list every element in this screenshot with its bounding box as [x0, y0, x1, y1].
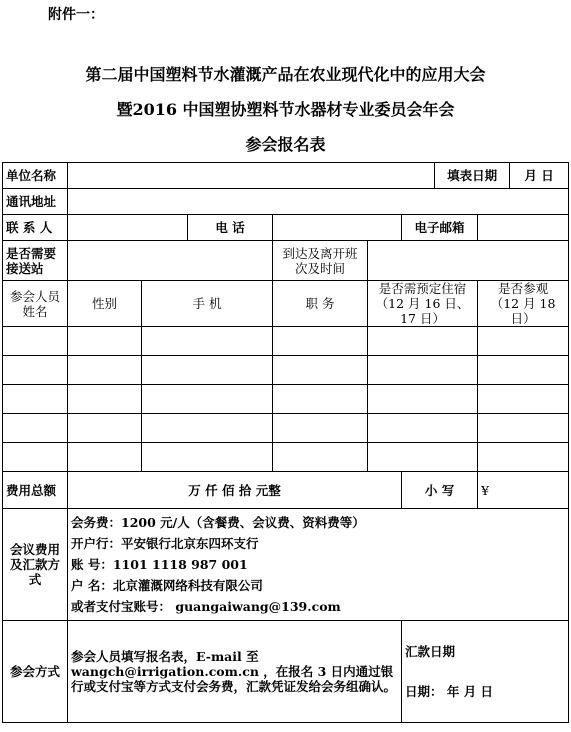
name-cell[interactable]: [3, 414, 68, 443]
gender-cell[interactable]: [68, 443, 142, 472]
phone-label: 电 话: [188, 215, 273, 241]
visit-cell[interactable]: [478, 327, 569, 356]
mobile-header: 手 机: [142, 281, 273, 327]
hotel-cell[interactable]: [368, 385, 478, 414]
hotel-line-2: （12 月 16 日、17 日）: [375, 296, 470, 326]
position-cell[interactable]: [273, 356, 368, 385]
position-header: 职 务: [273, 281, 368, 327]
unit-name-label: 单位名称: [3, 163, 68, 189]
visit-cell[interactable]: [478, 443, 569, 472]
hotel-header: [368, 281, 478, 327]
unit-name-field[interactable]: [68, 163, 435, 189]
gender-cell[interactable]: [68, 356, 142, 385]
visit-line-2: （12 月 18 日）: [490, 296, 556, 326]
fee-label-line-2: 及汇款方: [9, 557, 60, 572]
visit-cell[interactable]: [478, 356, 569, 385]
remit-date-block: [402, 621, 569, 723]
hotel-cell[interactable]: [368, 443, 478, 472]
fee-label-line-1: 会议费用: [9, 542, 60, 557]
gender-cell[interactable]: [68, 385, 142, 414]
name-cell[interactable]: [3, 327, 68, 356]
contact-field[interactable]: [68, 215, 188, 241]
holder-line: 户 名：北京灌溉网络科技有限公司: [71, 578, 263, 593]
fee-method-label: [3, 509, 68, 621]
position-cell[interactable]: [273, 414, 368, 443]
fee-label-line-3: 式: [28, 572, 42, 587]
lowercase-field[interactable]: ¥: [478, 472, 569, 509]
total-fee-label: 费用总额: [3, 472, 68, 509]
bank-line: 开户行：平安银行北京东四环支行: [71, 536, 259, 551]
table-row: [3, 385, 569, 414]
arrival-label-line-1: 到达及离开班: [282, 245, 358, 261]
address-field[interactable]: [68, 189, 569, 215]
alipay-line: 或者支付宝账号： guangaiwang@139.com: [71, 599, 341, 614]
arrival-label: [273, 241, 368, 281]
form-title: 参会报名表: [245, 135, 326, 154]
table-row: [3, 414, 569, 443]
table-row: [3, 443, 569, 472]
attendee-line-2: 姓名: [22, 303, 48, 319]
position-cell[interactable]: [273, 443, 368, 472]
visit-header: [478, 281, 569, 327]
pickup-label: [3, 241, 68, 281]
hotel-cell[interactable]: [368, 356, 478, 385]
visit-cell[interactable]: [478, 385, 569, 414]
contact-label: 联 系 人: [3, 215, 68, 241]
phone-field[interactable]: [273, 215, 402, 241]
payment-info: [68, 509, 569, 621]
hotel-cell[interactable]: [368, 327, 478, 356]
mobile-cell[interactable]: [142, 443, 273, 472]
fill-date-label: 填表日期: [435, 163, 510, 189]
method-label: 参会方式: [3, 621, 68, 723]
name-cell[interactable]: [3, 443, 68, 472]
lowercase-label: 小 写: [402, 472, 478, 509]
address-label: 通讯地址: [3, 189, 68, 215]
fill-date-field[interactable]: 月 日: [510, 163, 569, 189]
attendee-line-1: 参会人员: [9, 288, 60, 304]
mobile-cell[interactable]: [142, 385, 273, 414]
arrival-field[interactable]: [368, 241, 569, 281]
mobile-cell[interactable]: [142, 414, 273, 443]
mobile-cell[interactable]: [142, 327, 273, 356]
gender-header: 性别: [68, 281, 142, 327]
table-row: [3, 327, 569, 356]
mobile-cell[interactable]: [142, 356, 273, 385]
table-row: [3, 356, 569, 385]
pickup-label-line-2: 接送站: [6, 260, 44, 276]
name-cell[interactable]: [3, 356, 68, 385]
registration-form: [2, 162, 569, 723]
title-line-2: 暨2016 中国塑协塑料节水器材专业委员会年会: [116, 100, 455, 119]
date-field[interactable]: 日期： 年 月 日: [405, 683, 494, 699]
gender-cell[interactable]: [68, 327, 142, 356]
account-line: 账 号：1101 1118 987 001: [71, 557, 248, 572]
pickup-field[interactable]: [68, 241, 273, 281]
hotel-cell[interactable]: [368, 414, 478, 443]
visit-line-1: 是否参观: [498, 281, 549, 296]
method-text: 参会人员填写报名表，E-mail 至 wangch@irrigation.com.cn ，在报名 3 日内通过银行或支付宝等方式支付会务费，汇款凭证发给会务组确认。: [68, 621, 402, 723]
position-cell[interactable]: [273, 385, 368, 414]
position-cell[interactable]: [273, 327, 368, 356]
name-cell[interactable]: [3, 385, 68, 414]
fee-line: 会务费：1200 元/人（含餐费、会议费、资料费等）: [71, 515, 365, 530]
hotel-line-1: 是否需预定住宿: [378, 281, 467, 296]
total-fee-units[interactable]: 万 仟 佰 拾 元整: [68, 472, 402, 509]
gender-cell[interactable]: [68, 414, 142, 443]
email-label: 电子邮箱: [402, 215, 478, 241]
attachment-label: 附件一：: [48, 7, 104, 23]
title-line-1: 第二届中国塑料节水灌溉产品在农业现代化中的应用大会: [85, 65, 486, 84]
remit-date-label: 汇款日期: [405, 643, 456, 659]
attendee-name-header: [3, 281, 68, 327]
visit-cell[interactable]: [478, 414, 569, 443]
arrival-label-line-2: 次及时间: [294, 260, 345, 276]
email-field[interactable]: [478, 215, 569, 241]
pickup-label-line-1: 是否需要: [6, 245, 57, 261]
